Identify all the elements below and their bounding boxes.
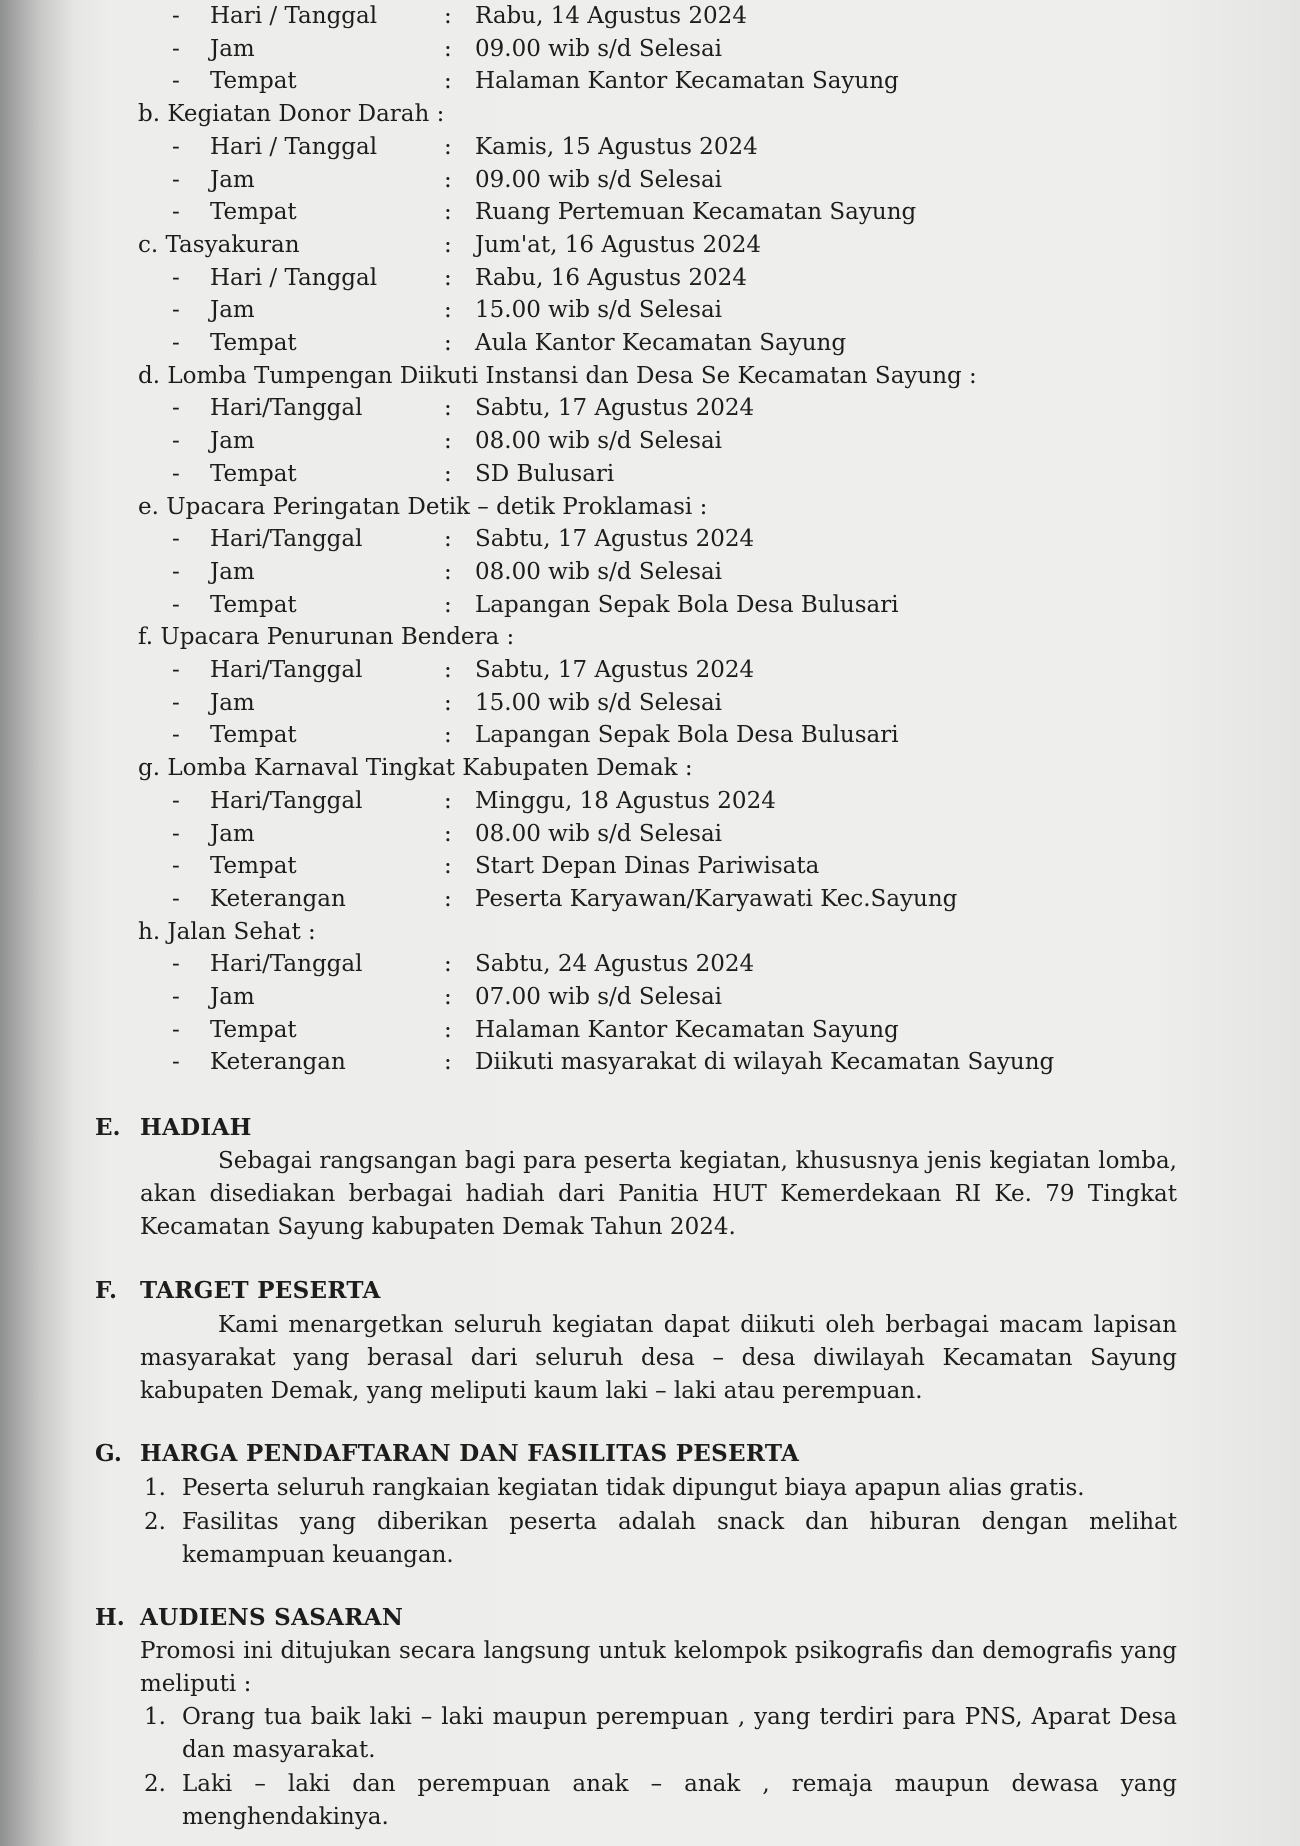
list-number: 1. — [144, 1475, 166, 1501]
row-colon: : — [444, 885, 452, 912]
bullet-dash: - — [172, 3, 180, 29]
list-item — [140, 1472, 1177, 1505]
section-g-list — [140, 1472, 1177, 1573]
row-value: Start Depan Dinas Pariwisata — [475, 853, 820, 880]
row-value: 15.00 wib s/d Selesai — [475, 689, 723, 716]
bullet-dash: - — [172, 330, 180, 356]
bullet-dash: - — [172, 787, 180, 814]
row-label: Tempat — [210, 853, 297, 880]
row-colon: : — [444, 330, 452, 356]
row-value: Halaman Kantor Kecamatan Sayung — [475, 1016, 899, 1043]
row-label: Jam — [210, 689, 255, 716]
row-value: Rabu, 14 Agustus 2024 — [475, 3, 747, 29]
paragraph-text: Promosi ini ditujukan secara langsung untuk kelompok psikografis dan demografis yang meliputi : — [140, 1638, 1177, 1697]
bullet-dash: - — [172, 460, 180, 487]
section-title: TARGET PESERTA — [140, 1277, 381, 1304]
bullet-dash: - — [172, 591, 180, 618]
row-label: Tempat — [210, 591, 297, 618]
bullet-dash: - — [172, 264, 180, 291]
subheading-text: d. Lomba Tumpengan Diikuti Instansi dan Desa Se Kecamatan Sayung : — [138, 362, 977, 389]
row-label: Jam — [210, 428, 255, 455]
bullet-dash: - — [172, 558, 180, 585]
row-colon: : — [444, 558, 452, 585]
section-title: HADIAH — [140, 1114, 252, 1141]
section-title: HARGA PENDAFTARAN DAN FASILITAS PESERTA — [140, 1440, 800, 1467]
row-value: 09.00 wib s/d Selesai — [475, 35, 723, 62]
bullet-dash: - — [172, 853, 180, 880]
bullet-dash: - — [172, 35, 180, 62]
list-text: Orang tua baik laki – laki maupun perempuan , yang terdiri para PNS, Aparat Desa dan masyarakat. — [182, 1704, 1177, 1763]
row-value: Ruang Pertemuan Kecamatan Sayung — [475, 199, 917, 226]
row-value: Sabtu, 17 Agustus 2024 — [475, 526, 755, 553]
row-label: Hari / Tanggal — [210, 3, 378, 29]
section-f-body — [140, 1309, 1177, 1408]
section-letter: H. — [95, 1604, 125, 1631]
row-colon: : — [444, 231, 452, 258]
row-value: 15.00 wib s/d Selesai — [475, 297, 723, 324]
subheading-text: f. Upacara Penurunan Bendera : — [138, 624, 515, 651]
row-colon: : — [444, 35, 452, 62]
row-label: Hari/Tanggal — [210, 787, 363, 814]
section-e-body — [140, 1145, 1177, 1244]
row-value: Aula Kantor Kecamatan Sayung — [475, 330, 847, 356]
section-h-intro — [140, 1635, 1177, 1701]
paragraph-text: Kami menargetkan seluruh kegiatan dapat diikuti oleh berbagai macam lapisan masyarakat yang berasal dari seluruh desa – desa diwilayah Kecamatan Sayung kabupaten Demak, yang meliputi kaum laki – laki atau perempuan. — [140, 1312, 1177, 1404]
row-label: Jam — [210, 820, 255, 847]
row-colon: : — [444, 591, 452, 618]
row-colon: : — [444, 1049, 452, 1076]
list-item — [140, 1506, 1177, 1572]
row-label: Keterangan — [210, 1049, 346, 1076]
row-label: Jam — [210, 35, 255, 62]
row-label: Tempat — [210, 68, 297, 95]
row-value: Rabu, 16 Agustus 2024 — [475, 264, 747, 291]
row-value: 08.00 wib s/d Selesai — [475, 428, 723, 455]
row-label: Keterangan — [210, 885, 346, 912]
row-label: Hari/Tanggal — [210, 951, 363, 978]
row-colon: : — [444, 853, 452, 880]
subheading-text: b. Kegiatan Donor Darah : — [138, 101, 445, 128]
row-colon: : — [444, 526, 452, 553]
row-colon: : — [444, 3, 452, 29]
row-label: Jam — [210, 297, 255, 324]
bullet-dash: - — [172, 166, 180, 193]
row-label: Hari/Tanggal — [210, 657, 363, 683]
row-colon: : — [444, 68, 452, 95]
list-text: Fasilitas yang diberikan peserta adalah snack dan hiburan dengan melihat kemampuan keuangan. — [182, 1509, 1177, 1568]
row-label: Tempat — [210, 722, 297, 749]
row-label: Tempat — [210, 460, 297, 487]
list-number: 2. — [144, 1509, 166, 1535]
row-colon: : — [444, 787, 452, 814]
row-label: Jam — [210, 166, 255, 193]
list-number: 2. — [144, 1771, 166, 1797]
bullet-dash: - — [172, 526, 180, 553]
row-value: Sabtu, 17 Agustus 2024 — [475, 395, 755, 422]
row-colon: : — [444, 133, 452, 160]
row-value: Peserta Karyawan/Karyawati Kec.Sayung — [475, 885, 958, 912]
bullet-dash: - — [172, 395, 180, 422]
row-value: 08.00 wib s/d Selesai — [475, 558, 723, 585]
row-value: SD Bulusari — [475, 460, 615, 487]
bullet-dash: - — [172, 657, 180, 683]
row-label: Hari/Tanggal — [210, 395, 363, 422]
row-colon: : — [444, 166, 452, 193]
subheading-text: h. Jalan Sehat : — [138, 918, 316, 945]
section-letter: G. — [95, 1440, 122, 1467]
row-colon: : — [444, 689, 452, 716]
row-value: Lapangan Sepak Bola Desa Bulusari — [475, 591, 899, 618]
row-colon: : — [444, 820, 452, 847]
section-letter: E. — [95, 1114, 121, 1141]
row-label: Tempat — [210, 330, 297, 356]
bullet-dash: - — [172, 1016, 180, 1043]
row-colon: : — [444, 460, 452, 487]
row-colon: : — [444, 1016, 452, 1043]
row-label: Jam — [210, 558, 255, 585]
row-label: Hari / Tanggal — [210, 264, 378, 291]
row-value: 07.00 wib s/d Selesai — [475, 984, 723, 1010]
bullet-dash: - — [172, 199, 180, 226]
row-label: Tempat — [210, 1016, 297, 1043]
row-colon: : — [444, 984, 452, 1010]
list-item — [140, 1768, 1177, 1834]
bullet-dash: - — [172, 428, 180, 455]
row-colon: : — [444, 297, 452, 324]
row-value: Sabtu, 24 Agustus 2024 — [475, 951, 755, 978]
row-value: Jum'at, 16 Agustus 2024 — [475, 231, 761, 258]
row-value: 09.00 wib s/d Selesai — [475, 166, 723, 193]
row-colon: : — [444, 722, 452, 749]
list-text: Laki – laki dan perempuan anak – anak , remaja maupun dewasa yang menghendakinya. — [182, 1771, 1177, 1830]
row-value: Kamis, 15 Agustus 2024 — [475, 133, 758, 160]
list-item — [140, 1701, 1177, 1767]
subheading-text: e. Upacara Peringatan Detik – detik Proklamasi : — [138, 493, 708, 520]
subheading-text: g. Lomba Karnaval Tingkat Kabupaten Demak : — [138, 755, 693, 782]
list-text: Peserta seluruh rangkaian kegiatan tidak dipungut biaya apapun alias gratis. — [182, 1475, 1085, 1501]
bullet-dash: - — [172, 722, 180, 749]
row-value: Halaman Kantor Kecamatan Sayung — [475, 68, 899, 95]
section-h-list — [140, 1701, 1177, 1835]
row-value: 08.00 wib s/d Selesai — [475, 820, 723, 847]
row-value: Sabtu, 17 Agustus 2024 — [475, 657, 755, 683]
paragraph-text: Sebagai rangsangan bagi para peserta kegiatan, khususnya jenis kegiatan lomba, akan disediakan berbagai hadiah dari Panitia HUT Kemerdekaan RI Ke. 79 Tingkat Kecamatan Sayung kabupaten Demak Tahun 2024. — [140, 1148, 1177, 1240]
row-label: Jam — [210, 984, 255, 1010]
row-colon: : — [444, 199, 452, 226]
row-colon: : — [444, 428, 452, 455]
row-label: Hari / Tanggal — [210, 133, 378, 160]
list-number: 1. — [144, 1704, 166, 1730]
bullet-dash: - — [172, 68, 180, 95]
section-title: AUDIENS SASARAN — [140, 1604, 404, 1631]
section-letter: F. — [95, 1277, 118, 1304]
bullet-dash: - — [172, 820, 180, 847]
bullet-dash: - — [172, 133, 180, 160]
row-value: Diikuti masyarakat di wilayah Kecamatan Sayung — [475, 1049, 1055, 1076]
row-value: Minggu, 18 Agustus 2024 — [475, 787, 776, 814]
row-label: Tempat — [210, 199, 297, 226]
row-value: Lapangan Sepak Bola Desa Bulusari — [475, 722, 899, 749]
subheading-text: c. Tasyakuran — [138, 231, 300, 258]
bullet-dash: - — [172, 689, 180, 716]
bullet-dash: - — [172, 951, 180, 978]
row-label: Hari/Tanggal — [210, 526, 363, 553]
bullet-dash: - — [172, 885, 180, 912]
bullet-dash: - — [172, 1049, 180, 1076]
bullet-dash: - — [172, 297, 180, 324]
row-colon: : — [444, 657, 452, 683]
row-colon: : — [444, 951, 452, 978]
row-colon: : — [444, 264, 452, 291]
bullet-dash: - — [172, 984, 180, 1010]
row-colon: : — [444, 395, 452, 422]
